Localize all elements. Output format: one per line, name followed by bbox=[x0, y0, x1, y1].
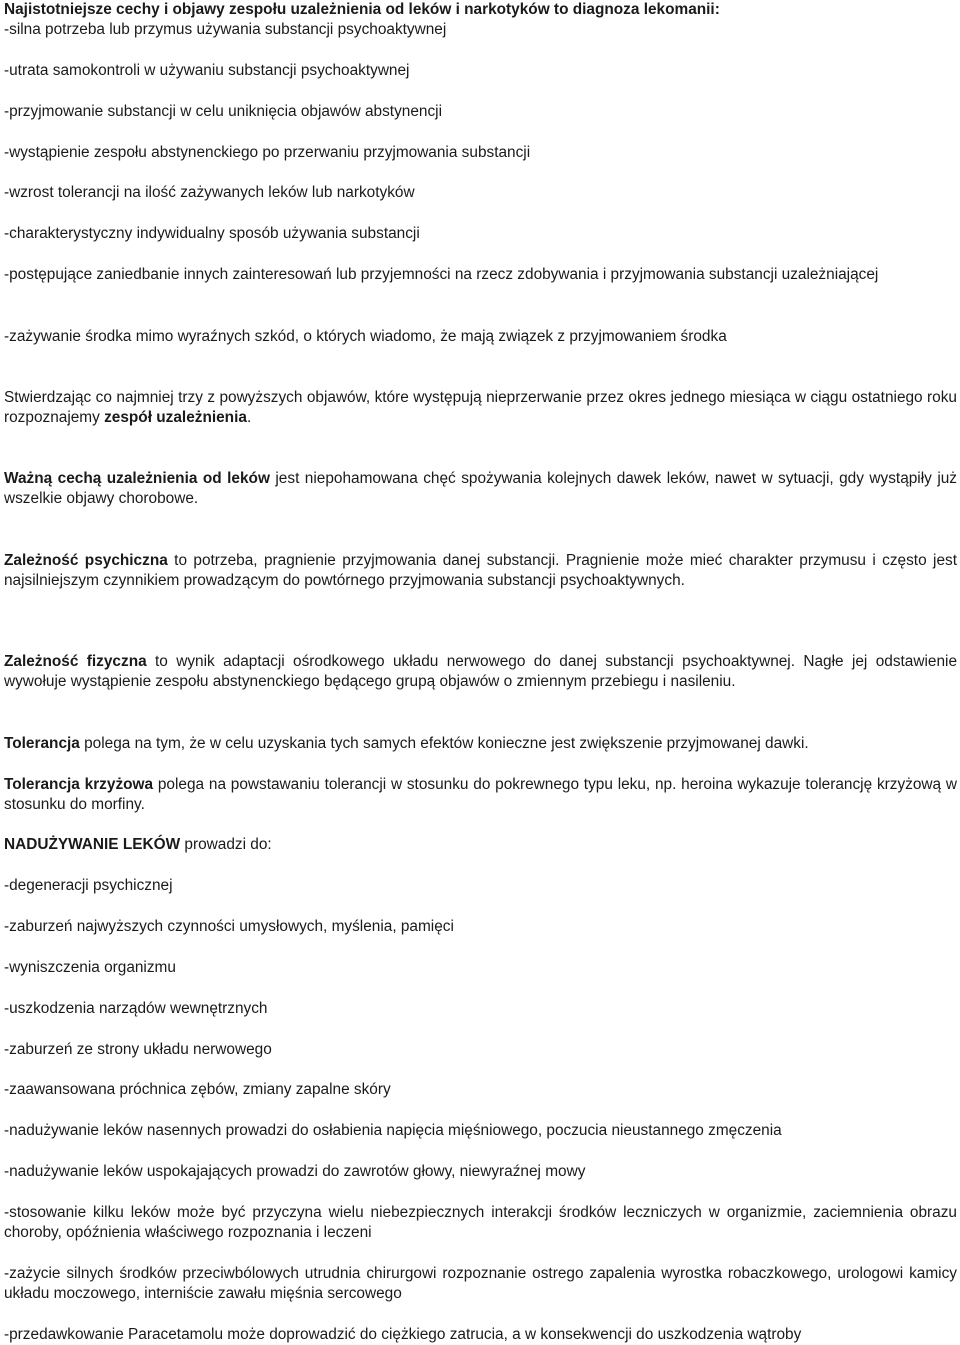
abuse-text: prowadzi do: bbox=[180, 836, 272, 853]
diagnosis-end: . bbox=[246, 409, 252, 426]
feature-term: Ważną cechą uzależnienia od leków bbox=[4, 470, 270, 487]
tolerance-term: Tolerancja bbox=[4, 735, 80, 752]
cross-tolerance-term: Tolerancja krzyżowa bbox=[4, 776, 154, 793]
symptom-item: -zażywanie środka mimo wyraźnych szkód, o których wiadomo, że mają związek z przyjmowaniem środka bbox=[4, 328, 727, 345]
cross-tolerance-text: polega na powstawaniu tolerancji w stosunku do pokrewnego typu leku, np. heroina wykazuje tolerancję krzyżową w stosunku do morfiny. bbox=[4, 776, 957, 813]
feature-text: jest niepohamowana chęć spożywania kolejnych dawek leków, nawet w sytuacji, gdy wystąpiły już wszelkie objawy chorobowe. bbox=[4, 470, 957, 507]
effect-item: -zażycie silnych środków przeciwbólowych utrudnia chirurgowi rozpoznanie ostrego zapalenia wyrostka robaczkowego, urologowi kamicy układu moczowego, interniście zawału mięśnia sercowego bbox=[4, 1265, 957, 1302]
effect-item: -zaawansowana próchnica zębów, zmiany zapalne skóry bbox=[4, 1081, 391, 1098]
abuse-term: NADUŻYWANIE LEKÓW bbox=[4, 836, 181, 853]
effect-item: -degeneracji psychicznej bbox=[4, 877, 173, 894]
effect-item: -stosowanie kilku leków może być przyczyna wielu niebezpiecznych interakcji środków leczniczych w organizmie, zaciemnienia obrazu choroby, opóźnienia właściwego rozpoznania i leczeni bbox=[4, 1204, 957, 1241]
symptom-item: -silna potrzeba lub przymus używania substancji psychoaktywnej bbox=[4, 21, 447, 38]
effect-item: -nadużywanie leków nasennych prowadzi do osłabienia napięcia mięśniowego, poczucia nieustannego zmęczenia bbox=[4, 1122, 782, 1139]
document-heading: Najistotniejsze cechy i objawy zespołu uzależnienia od leków i narkotyków to diagnoza lekomanii: bbox=[4, 1, 720, 18]
effect-item: -zaburzeń najwyższych czynności umysłowych, myślenia, pamięci bbox=[4, 918, 454, 935]
cross-tolerance-paragraph bbox=[4, 775, 957, 815]
physical-dependence-text: to wynik adaptacji ośrodkowego układu nerwowego do danej substancji psychoaktywnej. Nagłe jej odstawienie wywołuje wystąpienie zespołu abstynenckiego będącego grupą objawów o zmiennym przebiegu i nasileniu. bbox=[4, 653, 958, 690]
effect-item: -nadużywanie leków uspokajających prowadzi do zawrotów głowy, niewyraźnej mowy bbox=[4, 1163, 586, 1180]
symptom-item: -wzrost tolerancji na ilość zażywanych leków lub narkotyków bbox=[4, 184, 415, 201]
diagnosis-term: zespół uzależnienia bbox=[104, 409, 247, 426]
symptom-item: -wystąpienie zespołu abstynenckiego po przerwaniu przyjmowania substancji bbox=[4, 144, 531, 161]
symptom-item: -utrata samokontroli w używaniu substancji psychoaktywnej bbox=[4, 62, 410, 79]
psychic-dependence-text: to potrzeba, pragnienie przyjmowania danej substancji. Pragnienie może mieć charakter przymusu i często jest najsilniejszym czynnikiem prowadzącym do powtórnego przyjmowania substancji psychoaktywnych. bbox=[4, 552, 957, 589]
feature-paragraph bbox=[4, 469, 957, 509]
physical-dependence-term: Zależność fizyczna bbox=[4, 653, 147, 670]
effect-item: -uszkodzenia narządów wewnętrznych bbox=[4, 1000, 268, 1017]
effect-item: -przedawkowanie Paracetamolu może doprowadzić do ciężkiego zatrucia, a w konsekwencji do uszkodzenia wątroby bbox=[4, 1326, 802, 1343]
psychic-dependence-paragraph bbox=[4, 551, 957, 591]
symptom-item: -charakterystyczny indywidualny sposób używania substancji bbox=[4, 225, 420, 242]
physical-dependence-paragraph bbox=[4, 652, 957, 692]
effect-item: -zaburzeń ze strony układu nerwowego bbox=[4, 1041, 272, 1058]
tolerance-text: polega na tym, że w celu uzyskania tych samych efektów konieczne jest zwiększenie przyjmowanej dawki. bbox=[79, 735, 809, 752]
symptom-item: -postępujące zaniedbanie innych zainteresowań lub przyjemności na rzecz zdobywania i przyjmowania substancji uzależniającej bbox=[4, 266, 879, 283]
abuse-heading bbox=[4, 835, 957, 855]
diagnosis-paragraph bbox=[4, 388, 957, 428]
psychic-dependence-term: Zależność psychiczna bbox=[4, 552, 168, 569]
tolerance-paragraph bbox=[4, 734, 957, 754]
symptom-item: -przyjmowanie substancji w celu uniknięcia objawów abstynencji bbox=[4, 103, 442, 120]
effect-item: -wyniszczenia organizmu bbox=[4, 959, 176, 976]
diagnosis-text: Stwierdzając co najmniej trzy z powyższych objawów, które występują nieprzerwanie przez okres jednego miesiąca w ciągu ostatniego roku rozpoznajemy bbox=[4, 389, 957, 426]
